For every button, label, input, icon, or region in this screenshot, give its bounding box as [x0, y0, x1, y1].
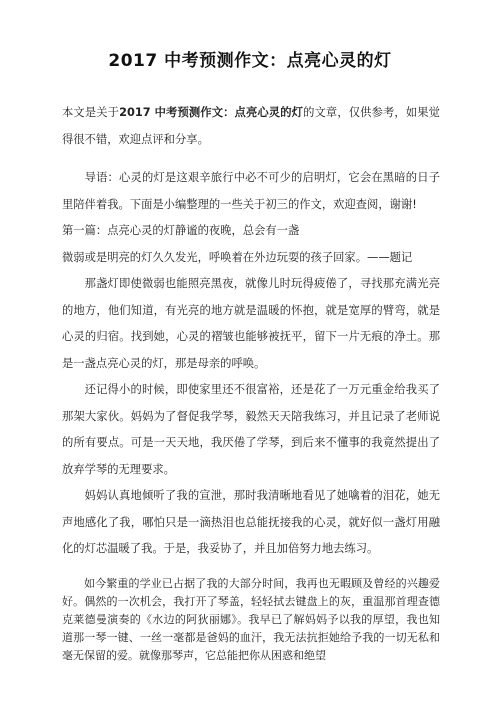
article-body [62, 100, 440, 665]
intro-paragraph [62, 100, 440, 153]
paragraph-4: 如今繁重的学业已占据了我的大部分时间，我再也无暇顾及曾经的兴趣爱好。偶然的一次机会，我打开了琴盖，轻轻拭去键盘上的灰，重温那首理查德克莱德曼演奏的《水边的阿狄丽娜》。我早已了解妈妈予以我的厚望，我也知道那一琴一键、一丝一毫都是爸妈的血汗，我无法抗拒她给予我的一切无私和毫无保留的爱。就像那琴声，它总能把你从困惑和绝望 [62, 576, 440, 662]
intro-bold-title: 2017 中考预测作文：点亮心灵的灯 [119, 106, 304, 119]
page-title: 2017 中考预测作文：点亮心灵的灯 [108, 51, 392, 71]
intro-suffix: 的文章，仅供参考，如果觉得很不错，欢迎点评和分享。 [62, 106, 440, 146]
chapter-epigraph: 微弱或是明亮的灯久久发光，呼唤着在外边玩耍的孩子回家。——题记 [62, 250, 413, 264]
guide-paragraph: 导语：心灵的灯是这艰辛旅行中必不可少的启明灯，它会在黑暗的日子里陪伴着我。下面是小编整理的一些关于初三的作文，欢迎查阅，谢谢! [62, 171, 440, 211]
intro-prefix: 本文是关于 [62, 106, 120, 119]
paragraph-3: 妈妈认真地倾听了我的宣泄，那时我清晰地看见了她噙着的泪花，她无声地感化了我，哪怕只是一滴热泪也总能抚接我的心灵，就好似一盏灯用融化的灯芯温暖了我。于是，我妥协了，并且加倍努力地去练习。 [62, 489, 440, 555]
paragraph-2: 还记得小的时候，即使家里还不很富裕，还是花了一万元重金给我买了那架大家伙。妈妈为了督促我学琴，毅然天天陪我练习，并且记录了老师说的所有要点。可是一天天地，我厌倦了学琴，到后来不懂事的我竟然提出了放弃学琴的无理要求。 [62, 383, 440, 476]
chapter-title: 第一篇：点亮心灵的灯静谧的夜晚，总会有一盏 [62, 224, 300, 237]
paragraph-1: 那盏灯即使微弱也能照亮黑夜，就像儿时玩得疲倦了，寻找那充满光亮的地方，他们知道，有光亮的地方就是温暖的怀抱，就是宽厚的臂弯，就是心灵的归宿。找到她，心灵的褶皱也能够被抚平，留下一片无痕的净土。那是一盏点亮心灵的灯，那是母亲的呼唤。 [62, 277, 440, 370]
